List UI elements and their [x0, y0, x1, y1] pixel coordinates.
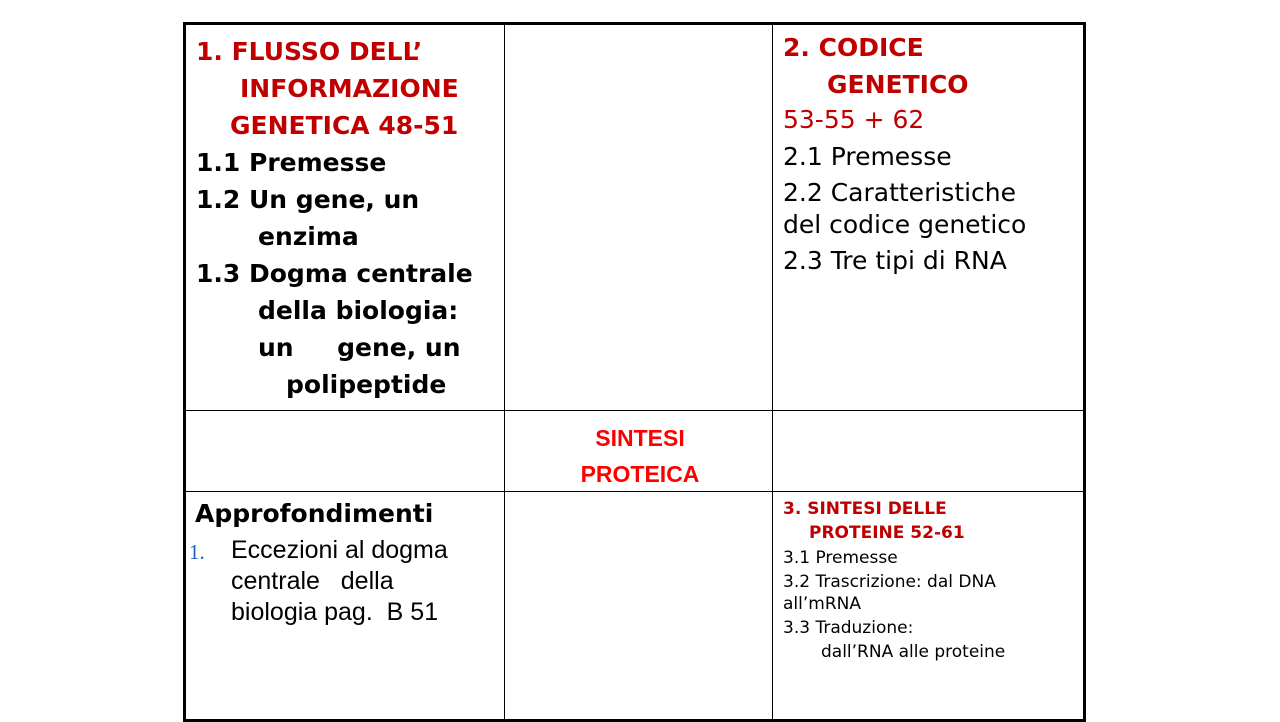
codice-item-3: 2.3 Tre tipi di RNA [783, 246, 1007, 275]
sintesi-item-3-line2: dall’RNA alle proteine [821, 642, 1006, 662]
codice-title-line1: 2. CODICE [783, 33, 924, 62]
cell-approfondimenti [189, 497, 505, 628]
sintesi-item-3-line1: 3.3 Traduzione: [783, 618, 914, 638]
flusso-item-2-line1: 1.2 Un gene, un [196, 185, 420, 214]
cell-sintesi-proteine [783, 497, 1083, 663]
codice-item-1: 2.1 Premesse [783, 142, 952, 171]
sintesi-title-line2: PROTEINE 52-61 [809, 523, 965, 543]
center-title-line1: SINTESI [595, 425, 685, 451]
approfondimenti-list-item [189, 535, 505, 628]
concept-table [183, 22, 1086, 722]
codice-item-2-line1: 2.2 Caratteristiche [783, 178, 1017, 207]
sintesi-item-1: 3.1 Premesse [783, 548, 898, 568]
sintesi-title-line1: 3. SINTESI DELLE [783, 499, 947, 519]
approfondimenti-title: Approfondimenti [195, 499, 434, 528]
cell-flusso-informazione [196, 33, 506, 403]
flusso-item-3-line3: un gene, un [258, 333, 461, 362]
row-divider-1 [186, 410, 1083, 411]
flusso-title-line1: 1. FLUSSO DELL’ [196, 37, 423, 66]
flusso-item-3-line2: della biologia: [258, 296, 459, 325]
flusso-item-3-line1: 1.3 Dogma centrale [196, 259, 473, 288]
cell-codice-genetico [783, 29, 1083, 277]
list-number: 1. [189, 540, 205, 564]
flusso-item-3-line4: polipeptide [286, 370, 447, 399]
approfondimenti-item-line3: biologia pag. B 51 [231, 598, 439, 626]
codice-item-2-line2: del codice genetico [783, 210, 1027, 239]
flusso-title-line2: INFORMAZIONE [240, 74, 459, 103]
flusso-title-line3: GENETICA 48-51 [230, 111, 459, 140]
approfondimenti-item-line2: centrale della [231, 567, 394, 595]
flusso-item-2-line2: enzima [258, 222, 359, 251]
center-title-line2: PROTEICA [580, 461, 700, 487]
flusso-item-1: 1.1 Premesse [196, 148, 387, 177]
codice-pages: 53-55 + 62 [783, 105, 925, 134]
sintesi-item-2-line1: 3.2 Trascrizione: dal DNA [783, 572, 996, 592]
codice-title-line2: GENETICO [827, 70, 969, 99]
approfondimenti-item-line1: Eccezioni al dogma [231, 536, 448, 564]
column-divider-2 [772, 25, 773, 719]
cell-sintesi-proteica [506, 420, 774, 492]
sintesi-item-2-line2: all’mRNA [783, 594, 861, 614]
